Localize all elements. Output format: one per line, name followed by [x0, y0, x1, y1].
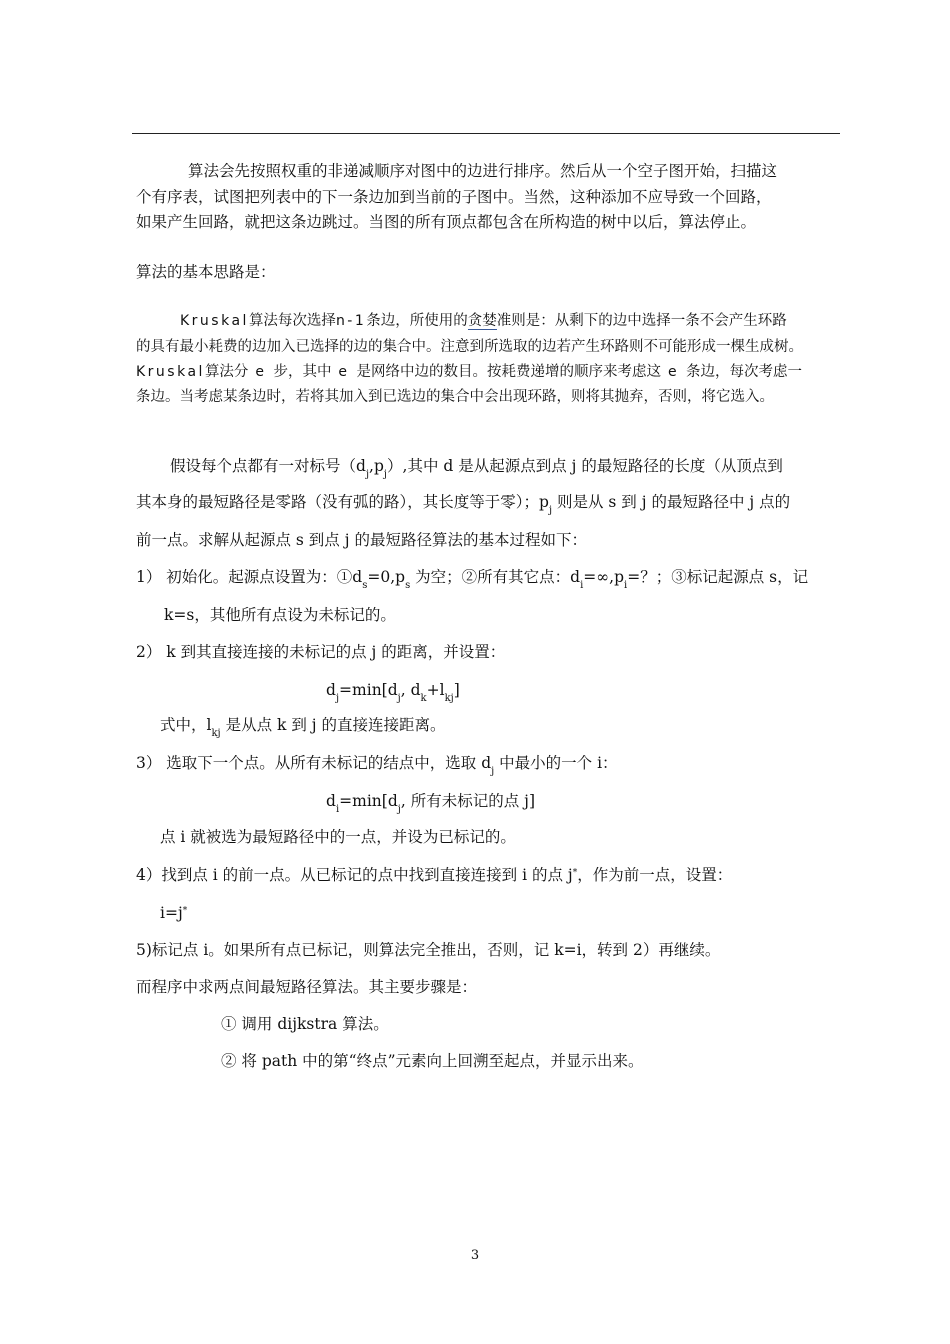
- step1-init: 1） 初始化。起源点设置为：$①d_s=0,p_s$ 为空；②所有其它点：$d_i=\infty,p_i=$？；③标记起源点 s，记: [136, 568, 809, 591]
- program-step-2: ② 将 path 中的第“终点”元素向上回溯至起点，并显示出来。: [221, 1052, 644, 1070]
- step2-distance: 2） k 到其直接连接的未标记的点 j 的距离，并设置：: [136, 643, 506, 661]
- program-step-1: ① 调用 dijkstra 算法。: [221, 1015, 389, 1033]
- para1-line2: 个有序表，试图把列表中的下一条边加到当前的子图中。当然，这种添加不应导致一个回路，: [136, 188, 772, 206]
- para1-line1: 算法会先按照权重的非递减顺序对图中的边进行排序。然后从一个空子图开始，扫描这: [188, 162, 778, 180]
- step5-mark: 5)标记点 i。如果所有点已标记，则算法完全推出，否则，记 k=i，转到 2）再继续。: [136, 941, 721, 959]
- dijkstra-para-line3: 前一点。求解从起源点 s 到点 j 的最短路径算法的基本过程如下：: [136, 531, 587, 549]
- para1-line3: 如果产生回路，就把这条边跳过。当图的所有顶点都包含在所构造的树中以后，算法停止。: [136, 213, 757, 231]
- basic-idea-heading: 算法的基本思路是：: [136, 263, 276, 281]
- greedy-term: 贪婪: [467, 313, 497, 329]
- page-number: 3: [470, 1248, 480, 1263]
- formula-di: $d_i=\min[d_j$, 所有未标记的点 j]: [326, 792, 535, 815]
- kruskal-line1: Kruskal算法每次选择n-1条边，所使用的贪婪准则是：从剩下的边中选择一条不会产生环路: [180, 313, 787, 329]
- kruskal-line3: Kruskal算法分 e 步，其中 e 是网络中边的数目。按耗费递增的顺序来考虑这 e 条边，每次考虑一: [136, 364, 803, 380]
- dijkstra-para-line2: 其本身的最短路径是零路（没有弧的路），其长度等于零）；$p_j$ 则是从 s 到 j 的最短路径中 j 点的: [136, 493, 791, 516]
- program-steps-intro: 而程序中求两点间最短路径算法。其主要步骤是：: [136, 978, 478, 996]
- kruskal-line2: 的具有最小耗费的边加入已选择的边的集合中。注意到所选取的边若产生环路则不可能形成一棵生成树。: [136, 339, 803, 355]
- formula-dj: $d_j=\min[d_j$, $d_k+l_{kj}$]: [326, 681, 460, 704]
- dijkstra-para-line1: 假设每个点都有一对标号$(d_j,p_j)$,其中 d 是从起源点到点 j 的最短路径的长度（从顶点到: [170, 457, 783, 480]
- header-rule: [132, 133, 840, 134]
- step3-note: 点 i 就被选为最短路径中的一点，并设为已标记的。: [160, 828, 516, 846]
- step4-predecessor: 4）找到点 i 的前一点。从已标记的点中找到直接连接到 i 的点 j*，作为前一点，设置：: [136, 866, 733, 884]
- step4-cont: i=j*: [160, 904, 188, 922]
- step1-init-cont: k=s，其他所有点设为未标记的。: [164, 606, 396, 624]
- step3-select: 3） 选取下一个点。从所有未标记的结点中，选取 $d_j$ 中最小的一个 i：: [136, 754, 618, 777]
- formula-dj-note: 式中，$l_{kj}$ 是从点 k 到 j 的直接连接距离。: [160, 716, 446, 739]
- kruskal-line4: 条边。当考虑某条边时，若将其加入到已选边的集合中会出现环路，则将其抛弃，否则，将它选入。: [136, 389, 774, 405]
